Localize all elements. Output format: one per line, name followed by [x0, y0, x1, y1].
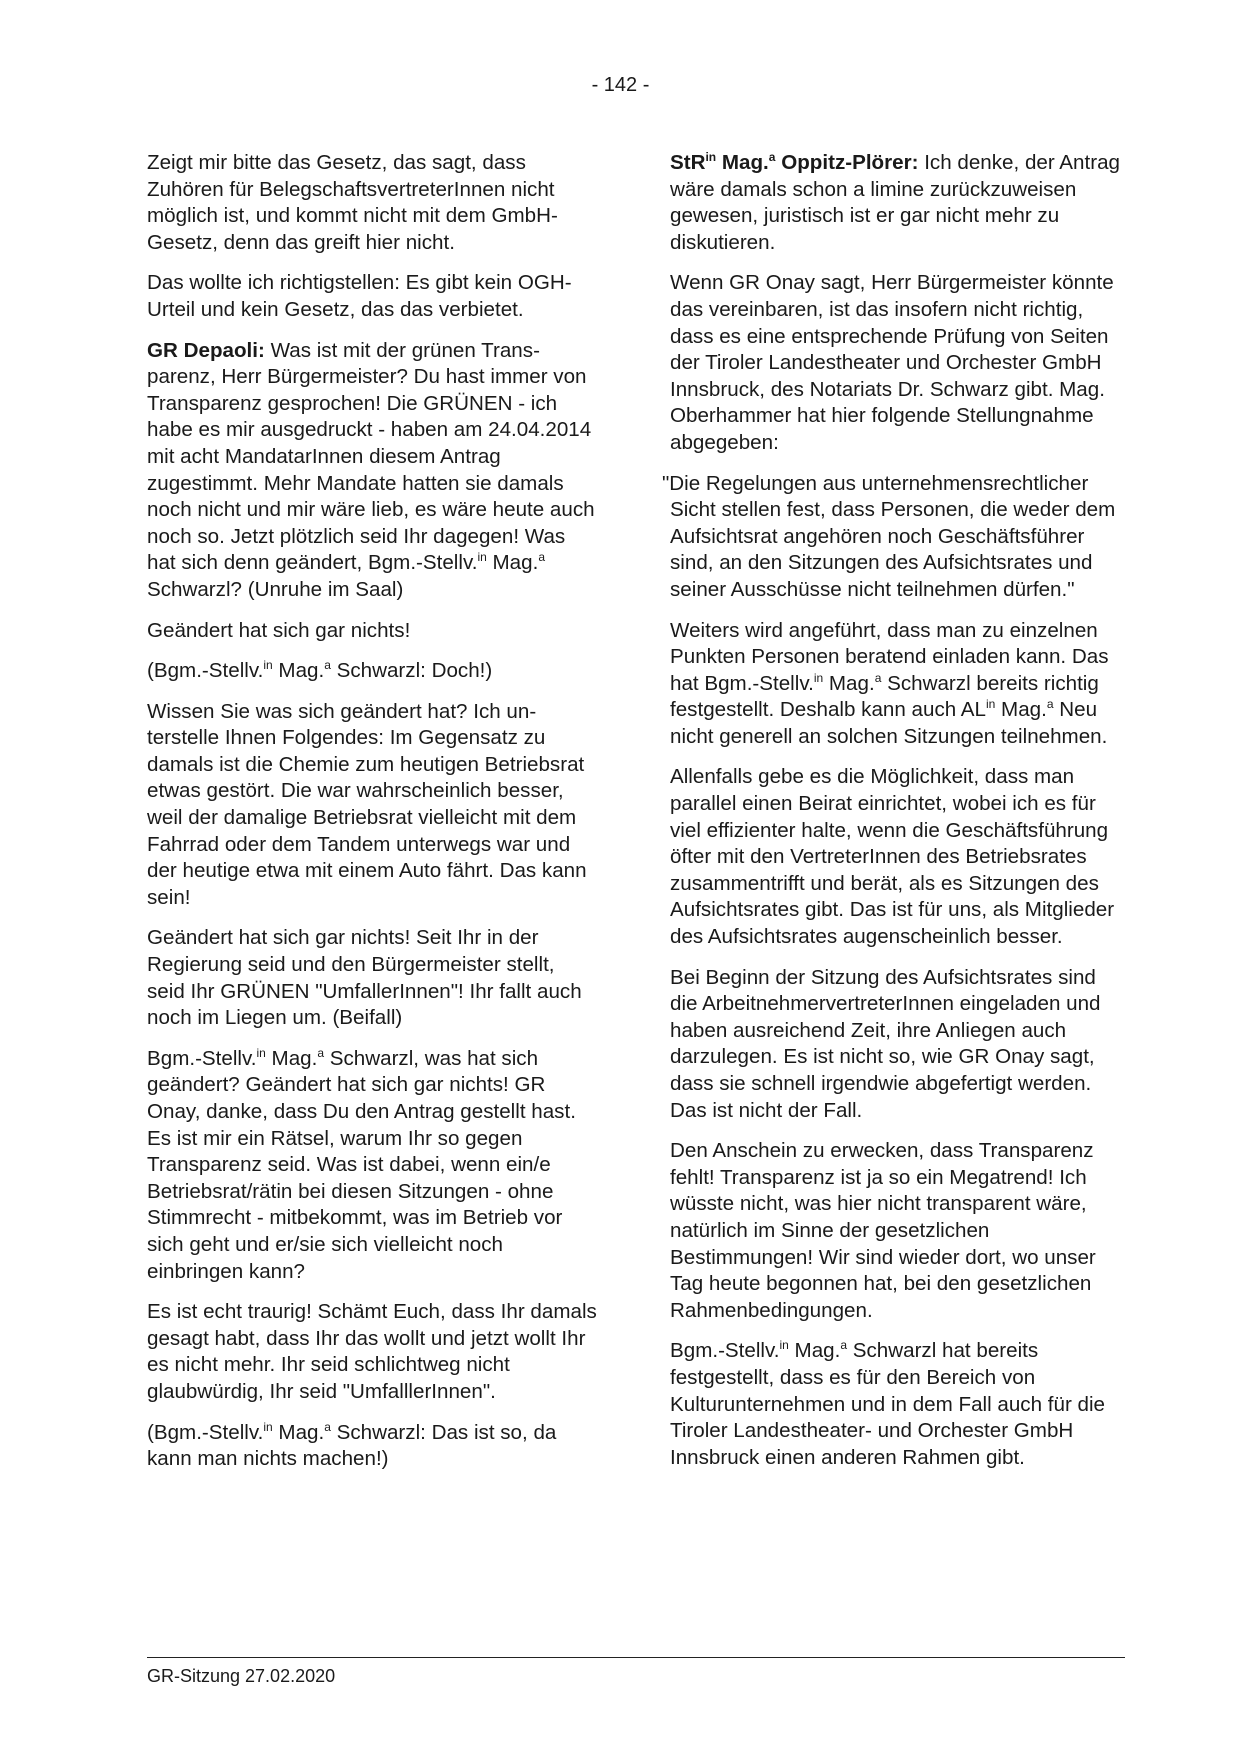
- paragraph-text: Mag.: [272, 659, 325, 683]
- superscript: in: [263, 1419, 273, 1434]
- superscript: a: [324, 658, 331, 673]
- superscript: in: [256, 1045, 266, 1060]
- superscript: a: [1046, 697, 1054, 712]
- paragraph-text: Neu nicht generell an solchen Sitzungen teilnehmen.: [670, 698, 1108, 748]
- page-number: - 142 -: [591, 74, 650, 96]
- paragraph-text: Mag.: [823, 671, 875, 695]
- paragraph: Das wollte ich richtigstellen: Es gibt kein OGH-Urteil und kein Gesetz, das das verbietet.: [147, 271, 572, 321]
- superscript: in: [477, 550, 487, 565]
- paragraph-text: Schwarzl hat bereits festgestellt, dass es für den Bereich von Kulturunternehmen und in dem Fall auch für die Tiroler Landestheater- und Orchester GmbH Innsbruck einen anderen Rahmen gibt.: [670, 1339, 1106, 1469]
- paragraph: Zeigt mir bitte das Gesetz, das sagt, dass Zuhören für BelegschaftsvertreterInnen nicht möglich ist, und kommt nicht mit dem GmbH-Gesetz, denn das greift hier nicht.: [147, 151, 558, 254]
- paragraph-text: Schwarzl bereits richtig festgestellt. Deshalb kann auch AL: [670, 671, 1099, 722]
- superscript: a: [538, 550, 545, 565]
- right-column: [662, 150, 1120, 1485]
- paragraph: [147, 338, 597, 604]
- superscript: in: [779, 1338, 789, 1353]
- speaker-name: [670, 151, 918, 174]
- speaker-text: Mag.: [716, 151, 769, 174]
- paragraph: [147, 1420, 597, 1473]
- paragraph: Wenn GR Onay sagt, Herr Bürgermeister könnte das vereinbaren, ist das insofern nicht richtig, dass es eine entsprechende Prüfung von Seiten der Tiroler Landestheater und Orchester GmbH Innsbruck, des Notariats Dr. Schwarz gibt. Mag. Oberhammer hat hier folgende Stellungnahme abgegeben:: [670, 271, 1114, 454]
- paragraph: [670, 1338, 1120, 1471]
- superscript: in: [985, 697, 996, 712]
- paragraph-text: Ich denke, der Antrag wäre damals schon a limine zurückzuweisen gewesen, juristisch ist er gar nicht mehr zu diskutieren.: [670, 151, 1120, 254]
- speaker-text: Oppitz-Plörer:: [775, 151, 919, 174]
- paragraph-text: Schwarzl? (Unruhe im Saal): [147, 577, 404, 601]
- paragraph: [670, 618, 1120, 751]
- paragraph: Wissen Sie was sich geändert hat? Ich unterstelle Ihnen Folgendes: Im Gegensatz zu damals ist die Chemie zum heutigen Betriebsrat etwas gestört. Die war wahrscheinlich besser, weil der damalige Betriebsrat vielleicht mit dem Fahrrad oder dem Tandem unterwegs war und der heutige etwa mit einem Auto fährt. Das kann sein!: [147, 699, 587, 909]
- footer-session-date: GR-Sitzung 27.02.2020: [147, 1666, 336, 1686]
- paragraph: Geändert hat sich gar nichts! Seit Ihr in der Regierung seid und den Bürgermeister stellt, seid Ihr GRÜNEN "UmfallerInnen"! Ihr fallt auch noch im Liegen um. (Beifall): [147, 926, 582, 1030]
- paragraph-text: Mag.: [265, 1046, 318, 1070]
- paragraph-text: Mag.: [272, 1420, 325, 1444]
- paragraph-text: Bgm.-Stellv.: [670, 1339, 780, 1363]
- paragraph-text: Schwarzl, was hat sich geändert? Geändert hat sich gar nichts! GR Onay, danke, dass Du den Antrag gestellt hast. Es ist mir ein Rätsel, warum Ihr so gegen Transparenz seid. Was ist dabei, wenn ein/e Betriebsrat/rätin bei diesen Sitzungen - ohne Stimmrecht - mitbekommt, was im Betrieb vor sich geht und er/sie sich vielleicht noch einbringen kann?: [147, 1046, 576, 1283]
- superscript: a: [840, 1338, 848, 1353]
- speaker-text: StR: [670, 151, 706, 174]
- paragraph-text: Mag.: [788, 1339, 841, 1363]
- speaker-name: GR Depaoli:: [147, 338, 265, 362]
- superscript: a: [317, 1045, 325, 1060]
- paragraph-text: (Bgm.-Stellv.: [147, 659, 264, 683]
- superscript: in: [705, 150, 717, 164]
- paragraph: Geändert hat sich gar nichts!: [147, 618, 411, 642]
- paragraph-text: Mag.: [486, 551, 539, 575]
- left-column: [147, 150, 597, 1487]
- paragraph-text: Schwarzl: Das ist so, da kann man nichts machen!): [147, 1420, 557, 1471]
- superscript: in: [813, 670, 824, 685]
- superscript: a: [324, 1419, 331, 1434]
- paragraph-text: Bgm.-Stellv.: [147, 1046, 257, 1070]
- superscript: a: [874, 670, 882, 685]
- paragraph-text: (Bgm.-Stellv.: [147, 1420, 264, 1444]
- footer-divider: [147, 1657, 1125, 1658]
- paragraph: Bei Beginn der Sitzung des Aufsichtsrates sind die ArbeitnehmervertreterInnen eingeladen und haben ausreichend Zeit, ihre Anliegen auch darzulegen. Es ist nicht so, wie GR Onay sagt, dass sie schnell irgendwie abgefertigt werden. Das ist nicht der Fall.: [670, 965, 1101, 1122]
- paragraph: Es ist echt traurig! Schämt Euch, dass Ihr damals gesagt habt, dass Ihr das wollt und jetzt wollt Ihr es nicht mehr. Ihr seid schlichtweg nicht glaubwürdig, Ihr seid "UmfalllerInnen".: [147, 1300, 597, 1403]
- paragraph-text: Mag.: [995, 698, 1047, 722]
- superscript: a: [768, 150, 776, 164]
- paragraph: Den Anschein zu erwecken, dass Transparenz fehlt! Transparenz ist ja so ein Megatrend! Ich wüsste nicht, was hier nicht transparent wäre, natürlich im Sinne der gesetzlichen Bestimmungen! Wir sind wieder dort, wo unser Tag heute begonnen hat, bei den gesetzlichen Rahmenbedingungen.: [670, 1139, 1096, 1322]
- paragraph-text: Weiters wird angeführt, dass man zu einzelnen Punkten Personen beratend einladen kann. Das hat Bgm.-Stellv.: [670, 618, 1109, 695]
- paragraph-text: Schwarzl: Doch!): [330, 659, 493, 683]
- paragraph: [147, 1046, 597, 1285]
- superscript: in: [263, 658, 273, 673]
- paragraph-text: Was ist mit der grünen Transparenz, Herr Bürgermeister? Du hast immer von Transparenz gesprochen! Die GRÜNEN - ich habe es mir ausgedruckt - haben am 24.04.2014 mit acht MandatarInnen diesem Antrag zugestimmt. Mehr Mandate hatten sie damals noch nicht und mir wäre lieb, es wäre heute auch noch so. Jetzt plötzlich seid Ihr dagegen! Was hat sich denn geändert, Bgm.-Stellv.: [147, 338, 595, 575]
- quote-paragraph: "Die Regelungen aus unternehmensrechtlicher Sicht stellen fest, dass Personen, die weder dem Aufsichtsrat angehören noch Geschäftsführer sind, an den Sitzungen des Aufsichtsrates und seiner Ausschüsse nicht teilnehmen dürfen.": [662, 471, 1116, 601]
- paragraph: [670, 150, 1120, 256]
- paragraph: Allenfalls gebe es die Möglichkeit, dass man parallel einen Beirat einrichtet, wobei ich es für viel effizienter halte, wenn die Geschäftsführung öfter mit den VertreterInnen des Betriebsrates zusammentrifft und berät, als es Sitzungen des Aufsichtsrates gibt. Das ist für uns, als Mitglieder des Aufsichtsrates augenscheinlich besser.: [670, 765, 1115, 949]
- paragraph: [147, 658, 597, 685]
